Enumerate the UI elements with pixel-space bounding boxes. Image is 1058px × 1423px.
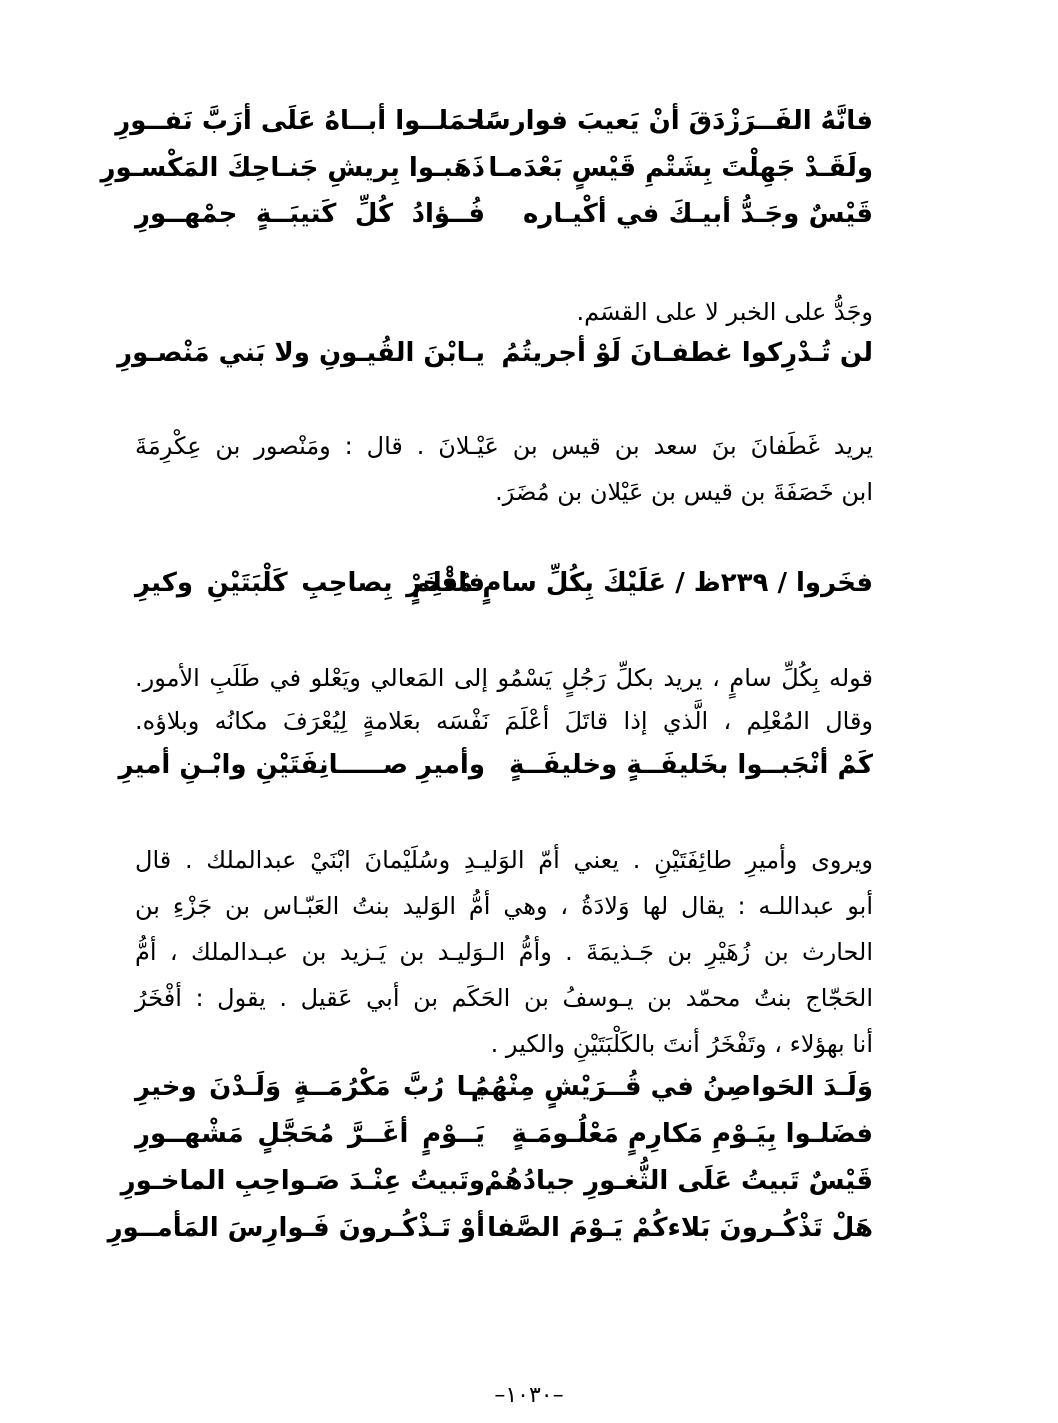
second-hemistich: وأميرِ صـــــانِفَتَيْنِ وابْـنِ أميرِ: [118, 750, 485, 780]
prose-line: ويروى وأميرِ طائِفَتَيْنِ . يعني أمّ الوَليـدِ وسُلَيْمانَ ابْنَيْ عبدالملك . قال: [135, 846, 873, 874]
first-hemistich: فضَلـوا بِيَـوْمِ مَكارِمٍ مَعْلُـومَـةٍ: [511, 1119, 873, 1149]
verse-line: [107, 1205, 873, 1251]
prose-line: الحارث بن زُهَيْرِ بن جَـذيمَةَ . وأمُّ الـوَليـد بن يَـزيد بن عبـدالملك ، أمُّ: [135, 938, 873, 966]
note-line: وجَدُّ على الخبر لا على القسَم.: [576, 298, 873, 326]
first-hemistich: فخَروا / ٢٣٩ظ / عَلَيْكَ بِكُلِّ سامٍ مُعْلِمٍ: [411, 568, 873, 598]
second-hemistich: فُــؤادُ كُلِّ كَتيبَــةٍ جمْهــورِ: [135, 199, 485, 229]
prose-line: أبو عبداللـه : يقال لها وَلادَةُ ، وهي أمُّ الوَليد بنتُ العَبّـاس بن جَزْءِ بن: [135, 892, 873, 920]
verse-line: [135, 191, 873, 237]
second-hemistich: يـابْنَ القُيـونِ ولا بَني مَنْصـورِ: [117, 338, 485, 368]
verse-line: [135, 1111, 873, 1157]
second-hemistich: ذَهَبـوا بِريشِ جَنـاحِكَ المَكْسـورِ: [100, 153, 485, 183]
verse-line: [117, 330, 873, 376]
prose-line: أنا بهؤلاء ، وتَفْخَرُ أنتَ بالكَلْبَتَيْنِ والكير .: [490, 1030, 873, 1058]
prose-line: ابن خَصَفَةَ بن قيس بن عَيْلان بن مُضَرَ.: [495, 478, 873, 506]
verse-line: [135, 1064, 873, 1110]
prose-line: وقال المُعْلِم ، الَّذي إذا قاتَلَ أعْلَمَ نَفْسَه بعَلامةٍ لِيُعْرَفَ مكانُه وبلاؤه.: [135, 707, 873, 735]
first-hemistich: فانَّهُ الفَــرَزْدَقَ أنْ يَعيبَ فوارسًا: [475, 106, 873, 136]
first-hemistich: لن تُـدْرِكوا غطفـانَ لَوْ أجريتُمُ: [501, 338, 873, 368]
second-hemistich: حمَلــوا أبــاهُ عَلَى أزَبَّ نَفــورِ: [115, 106, 485, 136]
second-hemistich: أوْ تَـذْكُـرونَ فَـوارِسَ المَأمــورِ: [107, 1213, 485, 1243]
second-hemistich: وتَبيتُ عِنْـدَ صَـواحِبِ الماخـورِ: [120, 1166, 485, 1196]
first-hemistich: هَلْ تَذْكُـرونَ بَلاءكُمْ يَـوْمَ الصَّفا: [487, 1213, 873, 1243]
second-hemistich: فافْخَرْ بِصاحِبِ كَلْبَتَيْنِ وكيرِ: [135, 568, 485, 598]
first-hemistich: ولَقَـدْ جَهِلْتَ بِشَتْمِ قَيْسٍ بَعْدَمـا: [488, 153, 873, 183]
verse-line: [115, 98, 873, 144]
first-hemistich: قَيْسٌ وجَـدُّ أبيـكَ في أكْيـاره: [523, 199, 873, 229]
second-hemistich: يـا رُبَّ مَكْرُمَــةٍ وَلَـدْنَ وخيرِ: [135, 1072, 485, 1102]
second-hemistich: يَــوْمٍ أغَــرَّ مُحَجَّلٍ مَشْهــورِ: [135, 1119, 485, 1149]
first-hemistich: وَلَـدَ الحَواصِنُ في قُــرَيْشٍ مِنْهُمُ: [470, 1072, 873, 1102]
page-number: –١٠٣٠–: [494, 1383, 564, 1408]
prose-line: قوله بِكُلِّ سامٍ ، يريد بكلِّ رَجُلٍ يَسْمُو إلى المَعالي ويَعْلو في طَلَبِ الأمور.: [135, 664, 873, 692]
verse-line: [100, 145, 873, 191]
prose-line: يريد غَطَفانَ بنَ سعد بن قيس بن عَيْـلانَ . قال : ومَنْصور بن عِكْرِمَةَ: [135, 432, 873, 460]
verse-line: [118, 742, 873, 788]
first-hemistich: قَيْسٌ تَبيتُ عَلَى الثُّغـورِ جيادُهُمْ: [484, 1166, 873, 1196]
verse-line: [135, 560, 873, 606]
verse-line: [120, 1158, 873, 1204]
first-hemistich: كَمْ أنْجَبــوا بخَليفَــةٍ وخليفَــةٍ: [508, 750, 873, 780]
prose-line: الحَجّاج بنتُ محمّد بن يـوسفُ بن الحَكَم بن أبي عَقيل . يقول : أفْخَرُ: [135, 984, 873, 1012]
